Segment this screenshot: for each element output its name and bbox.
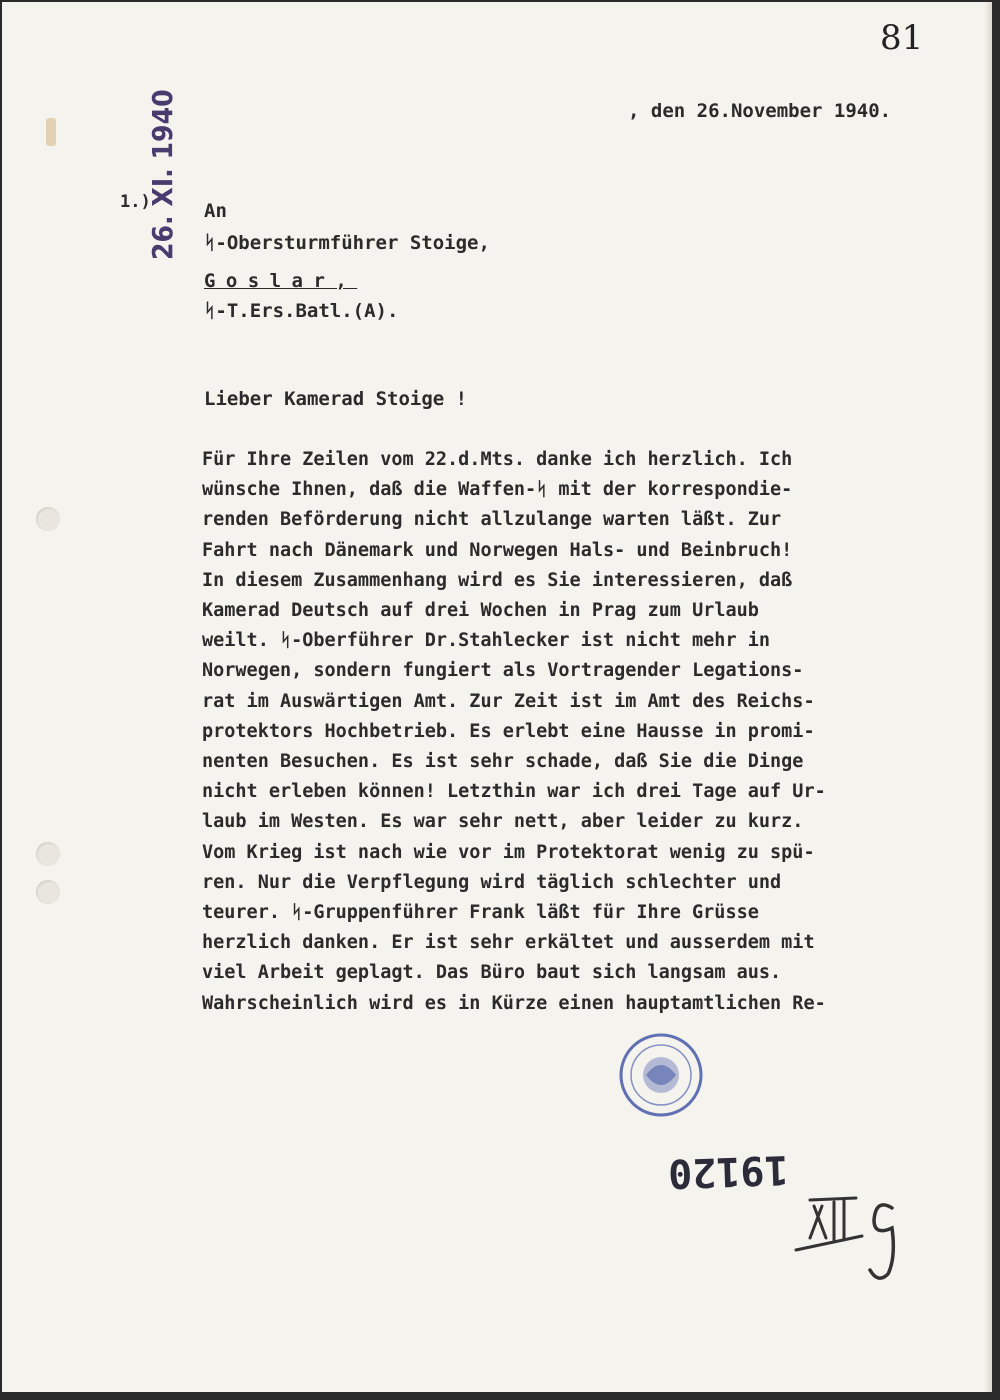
body-line: ren. Nur die Verpflegung wird täglich schlechter und xyxy=(202,871,782,893)
handwritten-mark-icon xyxy=(792,1178,922,1288)
punch-hole xyxy=(36,507,60,531)
body-line: herzlich danken. Er ist sehr erkältet und ausserdem mit xyxy=(202,932,815,954)
date-stamp-text: 26. XI. 1940 xyxy=(146,89,179,260)
body-line: protektors Hochbetrieb. Es erlebt eine Hausse in promi- xyxy=(202,720,815,742)
body-line: Wahrscheinlich wird es in Kürze einen hauptamtlichen Re- xyxy=(202,992,826,1014)
punch-hole xyxy=(36,842,60,866)
copy-number: 1.) xyxy=(120,192,151,212)
staple-mark xyxy=(46,118,56,146)
address-city: Goslar, xyxy=(204,270,358,292)
date-line: , den 26.November 1940. xyxy=(628,100,892,122)
punch-hole xyxy=(36,880,60,904)
salutation: Lieber Kamerad Stoige ! xyxy=(204,388,468,410)
body-line: viel Arbeit geplagt. Das Büro baut sich langsam aus. xyxy=(202,962,782,984)
body-line: rat im Auswärtigen Amt. Zur Zeit ist im Amt des Reichs- xyxy=(202,690,815,712)
body-line: Fahrt nach Dänemark und Norwegen Hals- und Beinbruch! xyxy=(202,539,793,561)
body-line: laub im Westen. Es war sehr nett, aber leider zu kurz. xyxy=(202,811,804,833)
body-line: nicht erleben können! Letzthin war ich drei Tage auf Ur- xyxy=(202,781,826,803)
body-line: nenten Besuchen. Es ist sehr schade, daß Sie die Dinge xyxy=(202,751,804,772)
body-line: wünsche Ihnen, daß die Waffen-ᛋ mit der korrespondie- xyxy=(202,479,793,501)
address-recipient: ᛋ-Obersturmführer Stoige, xyxy=(204,232,490,254)
body-line: Für Ihre Zeilen vom 22.d.Mts. danke ich herzlich. Ich xyxy=(202,449,793,470)
archive-number: 19120 xyxy=(667,1146,790,1197)
page-number: 81 xyxy=(880,18,924,58)
body-line: Vom Krieg ist nach wie vor im Protektorat wenig zu spü- xyxy=(202,841,815,863)
body-line: Norwegen, sondern fungiert als Vortragender Legations- xyxy=(202,660,804,682)
page-edge xyxy=(984,2,992,1392)
body-line: renden Beförderung nicht allzulange warten läßt. Zur xyxy=(202,509,782,531)
address-line-1: An xyxy=(204,200,227,222)
body-line: Kamerad Deutsch auf drei Wochen in Prag zum Urlaub xyxy=(202,600,759,621)
date-stamp xyxy=(130,89,190,260)
archive-number-stamp xyxy=(667,1078,798,1197)
letter-page xyxy=(2,2,992,1392)
body-line: weilt. ᛋ-Oberführer Dr.Stahlecker ist nicht mehr in xyxy=(202,630,770,652)
address-unit: ᛋ-T.Ers.Batl.(A). xyxy=(204,300,399,322)
body-line: teurer. ᛋ-Gruppenführer Frank läßt für Ihre Grüsse xyxy=(202,902,759,923)
body-line: In diesem Zusammenhang wird es Sie interessieren, daß xyxy=(202,569,793,591)
